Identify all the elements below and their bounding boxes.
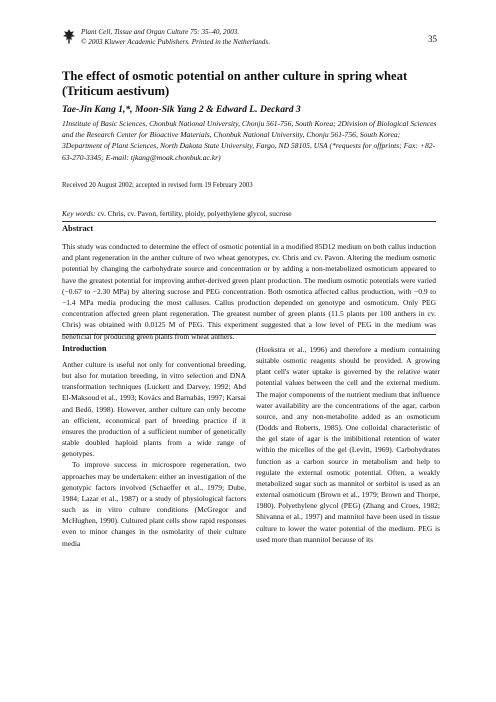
left-column: [62, 359, 246, 549]
keywords-label: Key words:: [62, 209, 96, 218]
right-column: [256, 344, 440, 545]
introduction-heading: Introduction: [62, 344, 107, 353]
publisher-logo-icon: [62, 28, 76, 44]
journal-citation: [81, 27, 270, 47]
abstract-heading: Abstract: [62, 224, 94, 233]
intro-paragraph-3: (Hoekstra et al., 1996) and therefore a medium containing suitable osmotic reagents should be provided. A growing plant cell's water uptake is governed by the relative water potential values between the cell and the external medium. The major components of the nutrient medium that influence water availability are the concentrations of the agar, carbon source, and any non-metabolite added as an osmoticum (Dodds and Roberts, 1985). One colloidal characteristic of the gel state of agar is the imbibitional retention of water within the micelles of the gel (Levitt, 1969). Carbohydrates function as a carbon source in metabolism and help to regulate the external osmotic potential. Often, a weakly metabolized sugar such as mannitol or sorbitol is used as an external osmoticum (Brown et al., 1979; Brown and Thorpe, 1980). Polyethylene glycol (PEG) (Zhang and Croes, 1982; Shivanna et al., 1997) and mannitol have been used in tissue culture to lower the water potential of the medium. PEG is used more than mannitol because of its: [256, 345, 440, 544]
author-affiliations: 1Institute of Basic Sciences, Chonbuk National University, Chonju 561-756, South Korea; 2Division of Biological Sciences and the Research Center for Bioactive Materials, Chonbuk National University, Chonju 561-756, South Korea; 3Department of Plant Sciences, North Dakota State University, Fargo, ND 58105, USA (*requests for offprints; Fax: +82-63-270-3345; E-mail: tjkang@moak.chonbuk.ac.kr): [62, 119, 437, 162]
intro-paragraph-2: To improve success in microspore regeneration, two approaches may be undertaken: either an investigation of the genotypic factors involved (Schaeffer et al., 1979; Dube, 1984; Lazar et al., 1987) or a study of physiological factors such as in vitro culture conditions (McGregor and McHughen, 1990). Cultured plant cells show rapid responses even to minor changes in the osmolarity of their culture media: [62, 460, 246, 548]
received-dates: Received 20 August 2002; accepted in revised form 19 February 2003: [62, 182, 253, 189]
journal-line-2: © 2003 Kluwer Academic Publishers. Printed in the Netherlands.: [81, 38, 270, 46]
abstract-bottom-rule: [62, 334, 436, 335]
article-title: The effect of osmotic potential on anther culture in spring wheat (Triticum aestivum): [62, 69, 408, 98]
keywords-list: cv. Chris, cv. Pavon, fertility, ploidy, polyethylene glycol, sucrose: [97, 209, 292, 218]
intro-paragraph-1: Anther culture is useful not only for conventional breeding, but also for mutation breeding, in vitro selection and DNA transformation techniques (Luckett and Darvey, 1992; Abd El-Maksoud et al., 1993; Kovács and Barnabás, 1997; Karsai and Bedő, 1998). However, anther culture can only become an efficient, economical part of breeding practice if it ensures the production of a sufficient number of genetically stable doubled haploid plants from a wide range of genotypes.: [62, 360, 246, 459]
abstract-top-rule: [62, 221, 436, 222]
abstract-text: This study was conducted to determine the effect of osmotic potential in a modified 85D12 medium on both callus induction and plant regeneration in the anther culture of two wheat genotypes, cv. Chris and cv. Pavon. Altering the medium osmotic potential by changing the carbohydrate source and concentration or by adding a non-metabolized osmoticum appeared to have the greatest potential for improving anther-derived green plant production. The medium osmotic potentials were varied (−0.67 to −2.30 MPa) by altering sucrose and PEG concentration. Both osmotica affected callus production, with −0.9 to −1.4 MPa media producing the most calluses. Callus production depended on genotype and osmoticum. Only PEG concentration affected green plant regeneration. The greatest number of green plants (11.5 plants per 100 anthers in cv. Chris) was obtained with 0.0125 M of PEG. This experiment suggested that a low level of PEG in the medium was beneficial for producing green plants from wheat anthers.: [62, 242, 436, 341]
author-list: Tae-Jin Kang 1,*, Moon-Sik Yang 2 & Edward L. Deckard 3: [62, 104, 301, 115]
journal-line-1: Plant Cell, Tissue and Organ Culture 75: 35–40, 2003.: [81, 28, 240, 36]
page-number: 35: [428, 34, 437, 44]
keywords: [62, 209, 292, 218]
